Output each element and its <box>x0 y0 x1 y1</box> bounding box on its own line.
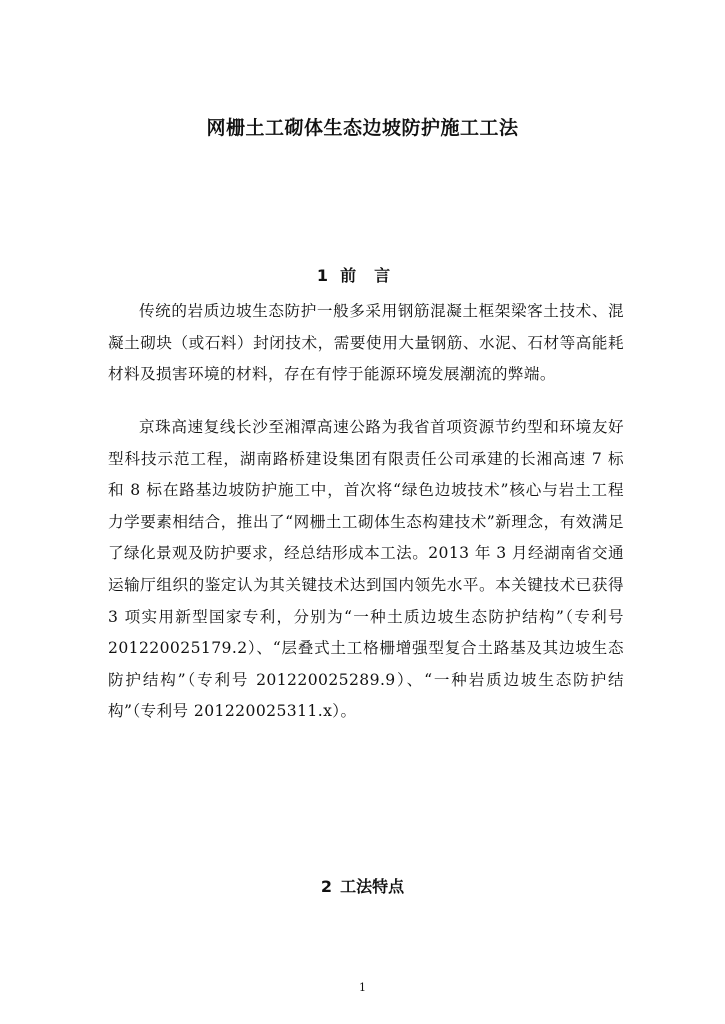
section-number: 1 <box>316 266 329 285</box>
document-title: 网栅土工砌体生态边坡防护施工工法 <box>206 117 519 139</box>
paragraph-2: 京珠高速复线长沙至湘潭高速公路为我省首项资源节约型和环境友好型科技示范工程，湖南路桥建设集团有限责任公司承建的长湘高速 7 标和 8 标在路基边坡防护施工中，首次将“绿色边坡技术”核心与岩土工程力学要素相结合，推出了“网栅土工砌体生态构建技术”新理念，有效满足了绿化景观及防护要求，经总结形成本工法。2013 年 3 月经湖南省交通运输厅组织的鉴定认为其关键技术达到国内领先水平。本关键技术已获得 3 项实用新型国家专利，分别为“一种土质边坡生态防护结构”（专利号 201220025179.2）、“层叠式土工格栅增强型复合土路基及其边坡生态防护结构”（专利号 201220025289.9）、“一种岩质边坡生态防护结构”（专利号 201220025311.x）。 <box>108 418 624 721</box>
paragraph-1: 传统的岩质边坡生态防护一般多采用钢筋混凝土框架梁客土技术、混凝土砌块（或石料）封闭技术，需要使用大量钢筋、水泥、石材等高能耗材料及损害环境的材料，存在有悖于能源环境发展潮流的弊端。 <box>108 302 624 384</box>
section-number: 2 <box>320 877 333 896</box>
section-heading-1 <box>0 263 725 286</box>
section-title: 工法特点 <box>340 877 405 896</box>
page-number: 1 <box>359 981 366 994</box>
section-heading-2 <box>0 874 725 897</box>
section-title: 前言 <box>340 266 409 285</box>
